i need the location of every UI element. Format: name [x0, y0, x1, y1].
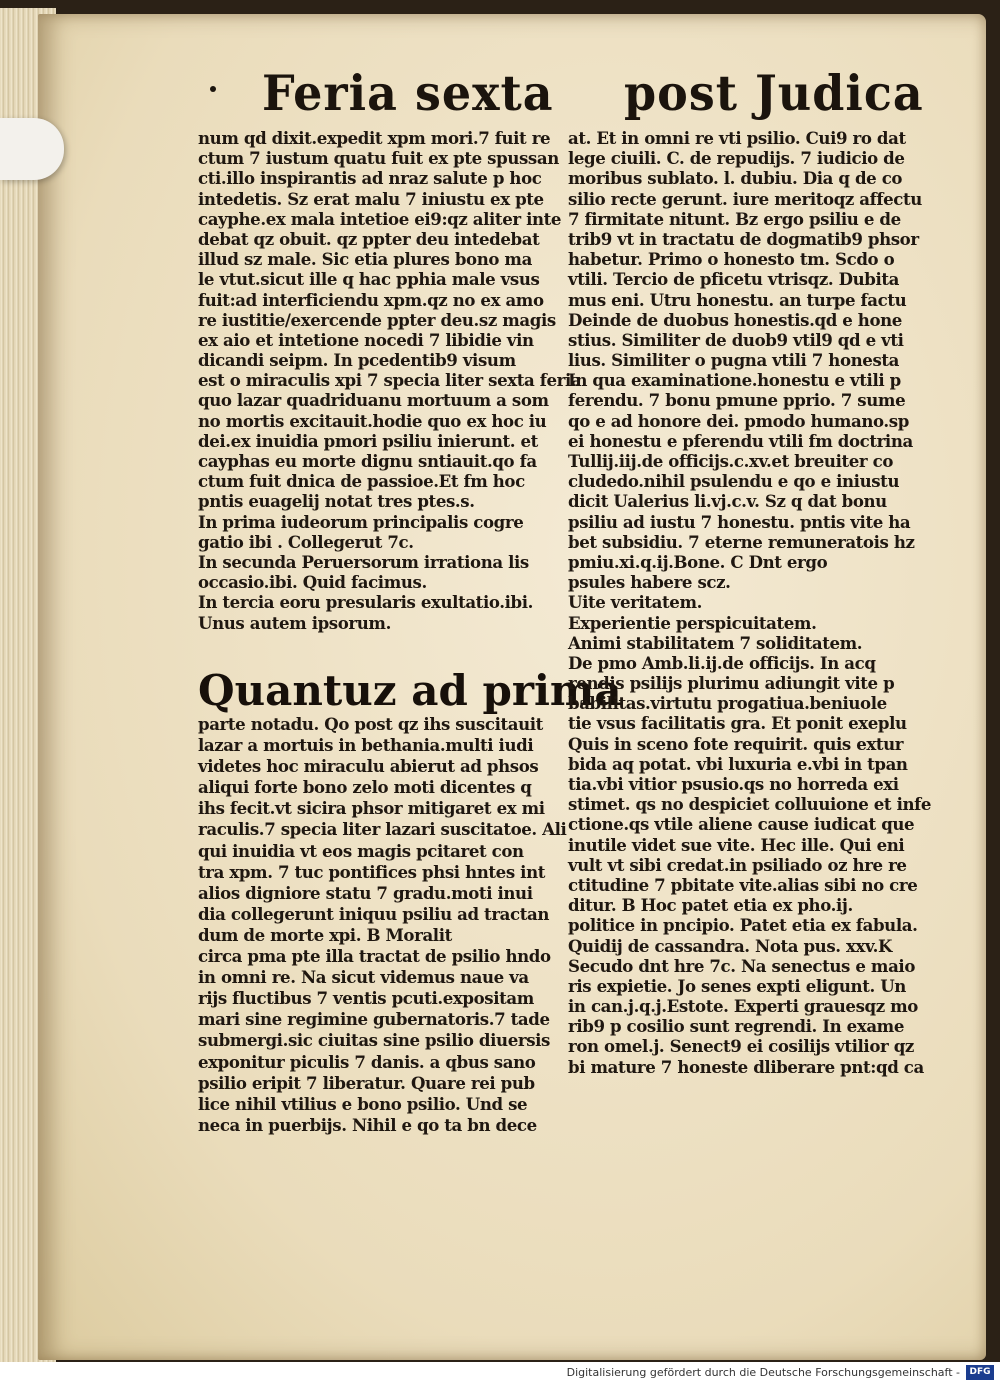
- footer-credit: Digitalisierung gefördert durch die Deutsche Forschungsgemeinschaft -: [566, 1366, 960, 1379]
- text-line: tra xpm. 7 tuc pontifices phsi hntes int: [198, 861, 545, 882]
- text-line: parte notadu. Qo post qz ihs suscitauit: [198, 714, 543, 734]
- text-line: bet subsidiu. 7 eterne remuneratois hz: [568, 531, 915, 552]
- text-line: raculis.7 specia liter lazari suscitatoe. Ali: [198, 819, 567, 840]
- text-line: vult vt sibi credat.in psiliado oz hre re: [568, 854, 907, 875]
- text-line: Uite veritatem.: [568, 592, 702, 613]
- text-line: vtili. Tercio de pficetu vtrisqz. Dubita: [568, 269, 899, 290]
- text-line: ei honestu e pferendu vtili fm doctrina: [568, 430, 913, 451]
- text-line: tie vsus facilitatis gra. Et ponit exeplu: [568, 713, 907, 734]
- text-line: Tullij.iij.de officijs.c.xv.et breuiter co: [568, 451, 893, 471]
- text-line: ris expietie. Jo senes expti eligunt. Un: [568, 975, 906, 996]
- text-line: qo e ad honore dei. pmodo humano.sp: [568, 410, 909, 431]
- text-line: ditur. B Hoc patet etia ex pho.ij.: [568, 895, 853, 916]
- text-line: rib9 p cosilio sunt regrendi. In exame: [568, 1016, 904, 1037]
- text-line: lege ciuili. C. de repudijs. 7 iudicio de: [568, 148, 905, 169]
- text-line: dicandi seipm. In pcedentib9 visum: [198, 350, 516, 371]
- text-line: quo lazar quadriduanu mortuum a som: [198, 390, 549, 411]
- text-line: dicit Ualerius li.vj.c.v. Sz q dat bonu: [568, 491, 887, 512]
- text-line: ctitudine 7 pbitate vite.alias sibi no cre: [568, 874, 918, 895]
- text-line: trib9 vt in tractatu de dogmatib9 phsor: [568, 228, 919, 249]
- footer-bar: [0, 1362, 1000, 1385]
- text-line: exponitur piculis 7 danis. a qbus sano: [198, 1051, 536, 1072]
- header-dot: [210, 86, 216, 92]
- text-line: silio recte gerunt. iure meritoqz affectu: [568, 188, 922, 209]
- text-line: videtes hoc miraculu abierut ad phsos: [198, 756, 539, 777]
- text-line: tia.vbi vitior psusio.qs no horreda exi: [568, 774, 899, 794]
- text-line: cludedo.nihil psulendu e qo e iniustu: [568, 471, 900, 492]
- text-line: est o miraculis xpi 7 specia liter sexta feria: [198, 370, 582, 391]
- text-line: ctione.qs vtile aliene cause iudicat que: [568, 814, 915, 835]
- text-line: cayphas eu morte dignu sntiauit.qo fa: [198, 451, 537, 471]
- text-line: debat qz obuit. qz ppter deu intedebat: [198, 228, 540, 249]
- text-line: submergi.sic ciuitas sine psilio diuersis: [198, 1030, 550, 1051]
- text-line: rendis psilijs plurimu adiungit vite p: [568, 673, 895, 694]
- text-line: circa pma pte illa tractat de psilio hndo: [198, 946, 551, 967]
- text-line: bida aq potat. vbi luxuria e.vbi in tpan: [568, 753, 908, 774]
- text-line: inutile videt sue vite. Hec ille. Qui eni: [568, 834, 905, 855]
- text-line: bi mature 7 honeste dliberare pnt:qd ca: [568, 1056, 924, 1077]
- text-line: ctum 7 iustum quatu fuit ex pte spussan: [198, 148, 559, 169]
- text-line: num qd dixit.expedit xpm mori.7 fuit re: [198, 128, 551, 148]
- text-line: Quidij de cassandra. Nota pus. xxv.K: [568, 935, 893, 956]
- text-line: habetur. Primo o honesto tm. Scdo o: [568, 249, 895, 270]
- text-line: In prima iudeorum principalis cogre: [198, 511, 524, 532]
- text-line: dei.ex inuidia pmori psiliu inierunt. et: [198, 430, 538, 451]
- text-line: dia collegerunt iniquu psiliu ad tractan: [198, 903, 549, 924]
- text-line: le vtut.sicut ille q hac pphia male vsus: [198, 269, 540, 290]
- text-line: ctum fuit dnica de passioe.Et fm hoc: [198, 471, 525, 492]
- text-line: psiliu ad iustu 7 honestu. pntis vite ha: [568, 511, 911, 532]
- left-column-top: [198, 128, 582, 633]
- text-line: In qua examinatione.honestu e vtili p: [568, 370, 901, 391]
- header-left: Feria sexta: [262, 64, 554, 122]
- text-line: alios digniore statu 7 gradu.moti inui: [198, 882, 533, 903]
- text-line: Animi stabilitatem 7 soliditatem.: [568, 632, 863, 653]
- header-right: post Judica: [624, 64, 924, 122]
- text-line: politice in pncipio. Patet etia ex fabula.: [568, 915, 918, 936]
- text-line: rijs fluctibus 7 ventis pcuti.expositam: [198, 988, 534, 1009]
- text-line: at. Et in omni re vti psilio. Cui9 ro dat: [568, 128, 906, 148]
- text-line: pntis euagelij notat tres ptes.s.: [198, 491, 475, 512]
- text-line: qui inuidia vt eos magis pcitaret con: [198, 840, 524, 861]
- text-line: mari sine regimine gubernatoris.7 tade: [198, 1009, 550, 1030]
- text-line: 7 firmitate nitunt. Bz ergo psiliu e de: [568, 208, 901, 229]
- text-line: Secudo dnt hre 7c. Na senectus e maio: [568, 955, 915, 976]
- text-line: mus eni. Utru honestu. an turpe factu: [568, 289, 907, 310]
- text-line: In secunda Peruersorum irrationa lis: [198, 551, 529, 572]
- text-line: illud sz male. Sic etia plures bono ma: [198, 249, 532, 270]
- text-line: ex aio et intetione nocedi 7 libidie vin: [198, 329, 534, 350]
- text-line: stius. Similiter de duob9 vtil9 qd e vti: [568, 329, 904, 350]
- text-line: psilio eripit 7 liberatur. Quare rei pub: [198, 1072, 535, 1093]
- text-line: stimet. qs no despiciet colluuione et infe: [568, 794, 932, 815]
- text-line: psules habere scz.: [568, 572, 731, 593]
- text-line: cti.illo inspirantis ad nraz salute p hoc: [198, 168, 542, 189]
- text-line: lazar a mortuis in bethania.multi iudi: [198, 735, 534, 756]
- text-line: lice nihil vtilius e bono psilio. Und se: [198, 1093, 528, 1114]
- text-line: fuit:ad interficiendu xpm.qz no ex amo: [198, 289, 544, 310]
- text-line: ron omel.j. Senect9 ei cosilijs vtilior qz: [568, 1036, 914, 1057]
- text-line: dum de morte xpi. B Moralit: [198, 924, 452, 945]
- text-line: moribus sublato. l. dubiu. Dia q de co: [568, 168, 903, 189]
- left-column-bottom: [198, 714, 567, 1136]
- text-line: In tercia eoru presularis exultatio.ibi.: [198, 592, 533, 613]
- text-line: no mortis excitauit.hodie quo ex hoc iu: [198, 410, 547, 431]
- text-line: ferendu. 7 bonu pmune pprio. 7 sume: [568, 390, 906, 411]
- text-line: lius. Similiter o pugna vtili 7 honesta: [568, 350, 900, 371]
- text-line: Unus autem ipsorum.: [198, 612, 391, 633]
- text-line: Quis in sceno fote requirit. quis extur: [568, 733, 904, 754]
- text-line: in can.j.q.j.Estote. Experti grauesqz mo: [568, 996, 918, 1017]
- text-line: occasio.ibi. Quid facimus.: [198, 572, 427, 593]
- text-line: re iustitie/exercende ppter deu.sz magis: [198, 309, 556, 330]
- text-line: in omni re. Na sicut videmus naue va: [198, 967, 529, 988]
- page-clip: [0, 118, 64, 180]
- text-line: Experientie perspicuitatem.: [568, 612, 817, 633]
- section-initial-line: Quantuz ad prima: [198, 666, 622, 715]
- text-line: babilitas.virtutu progatiua.beniuole: [568, 693, 887, 714]
- text-line: neca in puerbijs. Nihil e qo ta bn dece: [198, 1114, 537, 1135]
- text-line: aliqui forte bono zelo moti dicentes q: [198, 777, 532, 798]
- right-column: [568, 128, 932, 1077]
- dfg-logo: DFG: [966, 1365, 994, 1380]
- text-line: ihs fecit.vt sicira phsor mitigaret ex mi: [198, 798, 545, 819]
- text-line: gatio ibi . Collegerut 7c.: [198, 531, 414, 552]
- text-line: De pmo Amb.li.ij.de officijs. In acq: [568, 652, 876, 673]
- text-line: cayphe.ex mala intetioe ei9:qz aliter inte: [198, 208, 562, 229]
- text-line: pmiu.xi.q.ij.Bone. C Dnt ergo: [568, 551, 828, 572]
- text-line: Deinde de duobus honestis.qd e hone: [568, 309, 902, 330]
- text-line: intedetis. Sz erat malu 7 iniustu ex pte: [198, 188, 544, 209]
